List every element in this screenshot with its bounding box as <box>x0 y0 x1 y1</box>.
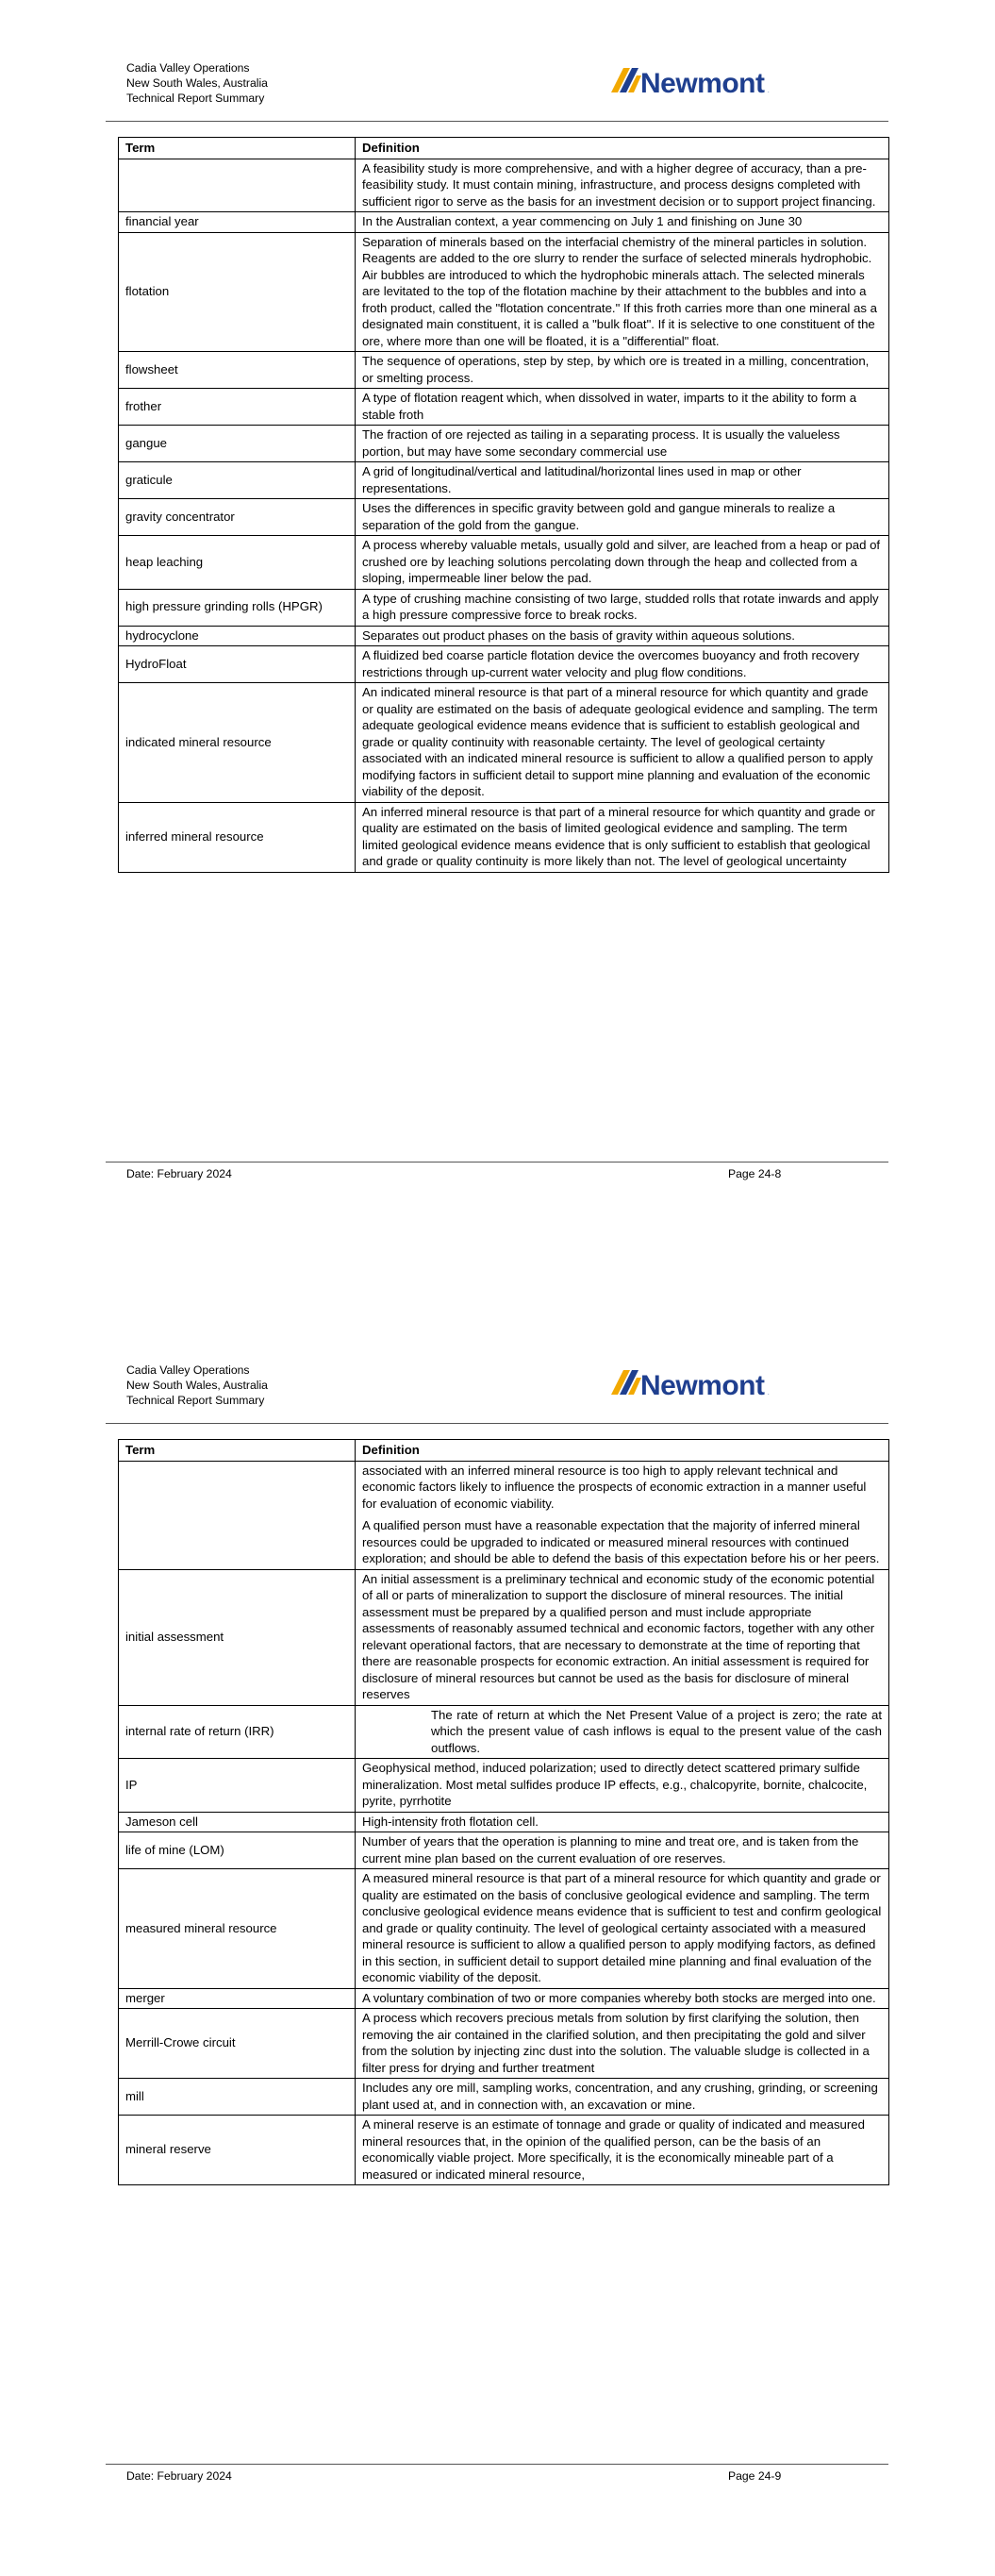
glossary-definition <box>356 802 889 872</box>
definition-paragraph: A mineral reserve is an estimate of tonnage and grade or quality of indicated and measured mineral resources that, in the opinion of the qualified person, can be the basis of an economically viable project. More specifically, it is the economically mineable part of a measured or indicated mineral resource, <box>362 2117 865 2182</box>
glossary-definition <box>356 462 889 499</box>
glossary-term: mineral reserve <box>119 2116 356 2185</box>
definition-paragraph: A process which recovers precious metals from solution by first clarifying the solution, then removing the air contained in the clarified solution, and then precipitating the gold and silver from the solution by injecting zinc dust into the solution. The valuable sludge is collected in a filter press for drying and further treatment <box>362 2011 870 2075</box>
header-divider <box>106 121 888 122</box>
glossary-definition <box>356 1461 889 1569</box>
footer-divider <box>106 1162 888 1163</box>
header-document-type: Technical Report Summary <box>126 1394 265 1407</box>
definition-paragraph: An inferred mineral resource is that part of a mineral resource for which quantity and grade or quality are estimated on the basis of limited geological evidence and sampling. The term limited geological evidence means evidence that is only sufficient to establish that geological and grade or quality continuity is more likely than not. The level of geological uncertainty <box>362 804 875 868</box>
glossary-term: gangue <box>119 426 356 462</box>
definition-column-header: Definition <box>356 1440 889 1462</box>
table-row <box>119 626 889 646</box>
glossary-definition <box>356 1988 889 2009</box>
table-row <box>119 389 889 426</box>
glossary-definition <box>356 536 889 590</box>
glossary-term: flotation <box>119 232 356 352</box>
glossary-term: Merrill-Crowe circuit <box>119 2009 356 2079</box>
footer-page-number: Page 24-8 <box>728 1167 782 1180</box>
table-row <box>119 212 889 233</box>
glossary-term: life of mine (LOM) <box>119 1832 356 1869</box>
table-row <box>119 462 889 499</box>
definition-paragraph: A voluntary combination of two or more companies whereby both stocks are merged into one. <box>362 1990 876 2005</box>
glossary-definition <box>356 352 889 389</box>
definition-paragraph: The fraction of ore rejected as tailing in a separating process. It is usually the valueless portion, but may have some secondary commercial use <box>362 427 840 459</box>
glossary-definition <box>356 1812 889 1832</box>
glossary-term: heap leaching <box>119 536 356 590</box>
glossary-term: graticule <box>119 462 356 499</box>
table-row <box>119 1812 889 1832</box>
table-row <box>119 232 889 352</box>
glossary-definition <box>356 1832 889 1869</box>
glossary-term: initial assessment <box>119 1569 356 1705</box>
definition-paragraph: Number of years that the operation is planning to mine and treat ore, and is taken from the current mine plan based on the current evaluation of ore reserves. <box>362 1834 859 1865</box>
glossary-term: financial year <box>119 212 356 233</box>
glossary-term: IP <box>119 1759 356 1813</box>
glossary-term: internal rate of return (IRR) <box>119 1705 356 1759</box>
definition-paragraph: Geophysical method, induced polarization; used to directly detect scattered primary sulfide mineralization. Most metal sulfides produce IP effects, e.g., chalcopyrite, bornite, chalcocite, pyrite, pyrrhotite <box>362 1761 868 1808</box>
glossary-term: gravity concentrator <box>119 499 356 536</box>
definition-paragraph: A process whereby valuable metals, usually gold and silver, are leached from a heap or pad of crushed ore by leaching solutions percolating down through the heap and collected from a sloping, impermeable liner below the pad. <box>362 538 881 585</box>
definition-paragraph: The rate of return at which the Net Present Value of a project is zero; the rate at which the present value of cash inflows is equal to the present value of the cash outflows. <box>431 1707 882 1755</box>
table-row <box>119 683 889 803</box>
glossary-definition <box>356 1569 889 1705</box>
logo-trademark-dot: . <box>768 89 770 94</box>
glossary-table-body <box>119 159 889 872</box>
definition-paragraph: Separates out product phases on the basis of gravity within aqueous solutions. <box>362 627 795 643</box>
table-row <box>119 1461 889 1569</box>
definition-paragraph: High-intensity froth flotation cell. <box>362 1814 539 1829</box>
definition-paragraph: Separation of minerals based on the interfacial chemistry of the mineral particles in solution. Reagents are added to the ore slurry to render the surface of selected minerals hydrophobic. Air bubbles are introduced to which the hydrophobic minerals attach. The selected minerals are levitated to the top of the flotation machine by their attachment to the bubbles and into a froth product, called the "flotation concentrate." If this froth carries more than one mineral as a designated main constituent, it is called a "bulk float". If it is selective to one constituent of the ore, where more than one will be floated, it is a "differential" float. <box>362 234 877 348</box>
table-row <box>119 536 889 590</box>
table-row <box>119 802 889 872</box>
table-row <box>119 2009 889 2079</box>
glossary-definition <box>356 499 889 536</box>
glossary-table <box>118 1439 889 2185</box>
table-row <box>119 1759 889 1813</box>
glossary-definition <box>356 1759 889 1813</box>
definition-paragraph: Uses the differences in specific gravity between gold and gangue minerals to realize a separation of the gold from the gangue. <box>362 501 836 532</box>
footer-date: Date: February 2024 <box>126 2469 232 2483</box>
definition-paragraph: The sequence of operations, step by step, by which ore is treated in a milling, concentration, or smelting process. <box>362 354 870 385</box>
definition-paragraph: An indicated mineral resource is that part of a mineral resource for which quantity and grade or quality are estimated on the basis of adequate geological evidence and sampling. The term adequate geological evidence means evidence that is sufficient to establish geological and grade or quality continuity with reasonable certainty. The level of geological certainty associated with an indicated mineral resource is sufficient to allow a qualified person to apply modifying factors in sufficient detail to support mine planning and evaluation of the economic viability of the deposit. <box>362 685 878 798</box>
glossary-term: merger <box>119 1988 356 2009</box>
logo-wordmark: Newmont <box>640 68 765 98</box>
glossary-definition <box>356 159 889 212</box>
newmont-logo <box>611 66 781 98</box>
table-header-row <box>119 138 889 159</box>
glossary-term: indicated mineral resource <box>119 683 356 803</box>
glossary-definition <box>356 212 889 233</box>
report-header-text <box>126 60 268 106</box>
footer-page-number: Page 24-9 <box>728 2469 782 2483</box>
header-location: New South Wales, Australia <box>126 76 268 90</box>
table-row <box>119 1869 889 1989</box>
table-row <box>119 646 889 683</box>
glossary-definition <box>356 389 889 426</box>
definition-paragraph: A measured mineral resource is that part of a mineral resource for which quantity and grade or quality are estimated on the basis of conclusive geological evidence and sampling. The term conclusive geological evidence means evidence that is sufficient to test and confirm geological and grade or quality continuity. The level of geological certainty associated with a measured mineral resource is sufficient to allow a qualified person to apply modifying factors, as defined in this section, in sufficient detail to support detailed mine planning and final evaluation of the economic viability of the deposit. <box>362 1871 882 1984</box>
table-row <box>119 2116 889 2185</box>
glossary-definition <box>356 232 889 352</box>
glossary-term: inferred mineral resource <box>119 802 356 872</box>
header-project-name: Cadia Valley Operations <box>126 1363 250 1377</box>
header-document-type: Technical Report Summary <box>126 92 265 105</box>
report-header-text <box>126 1363 268 1408</box>
glossary-term: Jameson cell <box>119 1812 356 1832</box>
table-row <box>119 352 889 389</box>
table-header-row <box>119 1440 889 1462</box>
definition-paragraph: A feasibility study is more comprehensive, and with a higher degree of accuracy, than a pre-feasibility study. It must contain mining, infrastructure, and process designs completed with sufficient rigor to serve as the basis for an investment decision or to support project financing. <box>362 160 876 209</box>
glossary-term: hydrocyclone <box>119 626 356 646</box>
glossary-definition <box>356 626 889 646</box>
glossary-term: HydroFloat <box>119 646 356 683</box>
logo-trademark-dot: . <box>768 1391 770 1397</box>
logo-wordmark: Newmont <box>640 1370 765 1400</box>
glossary-term: measured mineral resource <box>119 1869 356 1989</box>
glossary-definition <box>356 646 889 683</box>
glossary-definition <box>356 589 889 626</box>
definition-paragraph: A qualified person must have a reasonable expectation that the majority of inferred mineral resources could be upgraded to indicated or measured mineral resources with continued exploration; and should be able to defend the basis of this expectation before his or her peers. <box>362 1518 880 1565</box>
glossary-table-body <box>119 1461 889 2185</box>
table-row <box>119 1832 889 1869</box>
glossary-term <box>119 159 356 212</box>
table-row <box>119 2079 889 2116</box>
table-row <box>119 1988 889 2009</box>
definition-paragraph: A fluidized bed coarse particle flotation device the overcomes buoyancy and froth recovery restrictions through up-current water velocity and plug flow conditions. <box>362 648 860 679</box>
glossary-definition <box>356 683 889 803</box>
newmont-logo <box>611 1368 781 1400</box>
glossary-definition <box>356 2116 889 2185</box>
table-row <box>119 499 889 536</box>
definition-paragraph: An initial assessment is a preliminary technical and economic study of the economic potential of all or parts of mineralization to support the disclosure of mineral resources. The initial assessment must be prepared by a qualified person and must include appropriate assessments of reasonably assumed technical and economic factors, together with any other relevant operational factors, that are necessary to demonstrate at the time of reporting that there are reasonable prospects for economic extraction. An initial assessment is required for disclosure of mineral resources but cannot be used as the basis for disclosure of mineral reserves <box>362 1571 875 1701</box>
header-location: New South Wales, Australia <box>126 1379 268 1392</box>
definition-paragraph: A grid of longitudinal/vertical and latitudinal/horizontal lines used in map or other representations. <box>362 464 802 495</box>
definition-column-header: Definition <box>356 138 889 159</box>
glossary-table <box>118 137 889 873</box>
term-column-header: Term <box>119 138 356 159</box>
table-row <box>119 1569 889 1705</box>
glossary-term: mill <box>119 2079 356 2116</box>
definition-paragraph: In the Australian context, a year commencing on July 1 and finishing on June 30 <box>362 214 803 228</box>
definition-paragraph: associated with an inferred mineral resource is too high to apply relevant technical and economic factors likely to influence the prospects of economic extraction in a manner useful for evaluation of economic viability. <box>362 1463 867 1511</box>
glossary-term <box>119 1461 356 1569</box>
table-row <box>119 426 889 462</box>
header-project-name: Cadia Valley Operations <box>126 61 250 75</box>
glossary-term: high pressure grinding rolls (HPGR) <box>119 589 356 626</box>
term-column-header: Term <box>119 1440 356 1462</box>
glossary-term: frother <box>119 389 356 426</box>
glossary-definition <box>356 1869 889 1989</box>
footer-date: Date: February 2024 <box>126 1167 232 1180</box>
definition-paragraph: A type of crushing machine consisting of two large, studded rolls that rotate inwards and apply a high pressure compressive force to break rocks. <box>362 591 879 622</box>
header-divider <box>106 1423 888 1424</box>
table-row <box>119 1705 889 1759</box>
glossary-definition <box>356 2079 889 2116</box>
definition-paragraph: A type of flotation reagent which, when dissolved in water, imparts to it the ability to form a stable froth <box>362 391 857 422</box>
definition-paragraph: Includes any ore mill, sampling works, concentration, and any crushing, grinding, or screening plant used at, and in connection with, an excavation or mine. <box>362 2081 878 2112</box>
glossary-definition <box>356 2009 889 2079</box>
glossary-definition <box>356 426 889 462</box>
footer-divider <box>106 2464 888 2465</box>
glossary-definition <box>356 1705 889 1759</box>
table-row <box>119 589 889 626</box>
glossary-term: flowsheet <box>119 352 356 389</box>
table-row <box>119 159 889 212</box>
